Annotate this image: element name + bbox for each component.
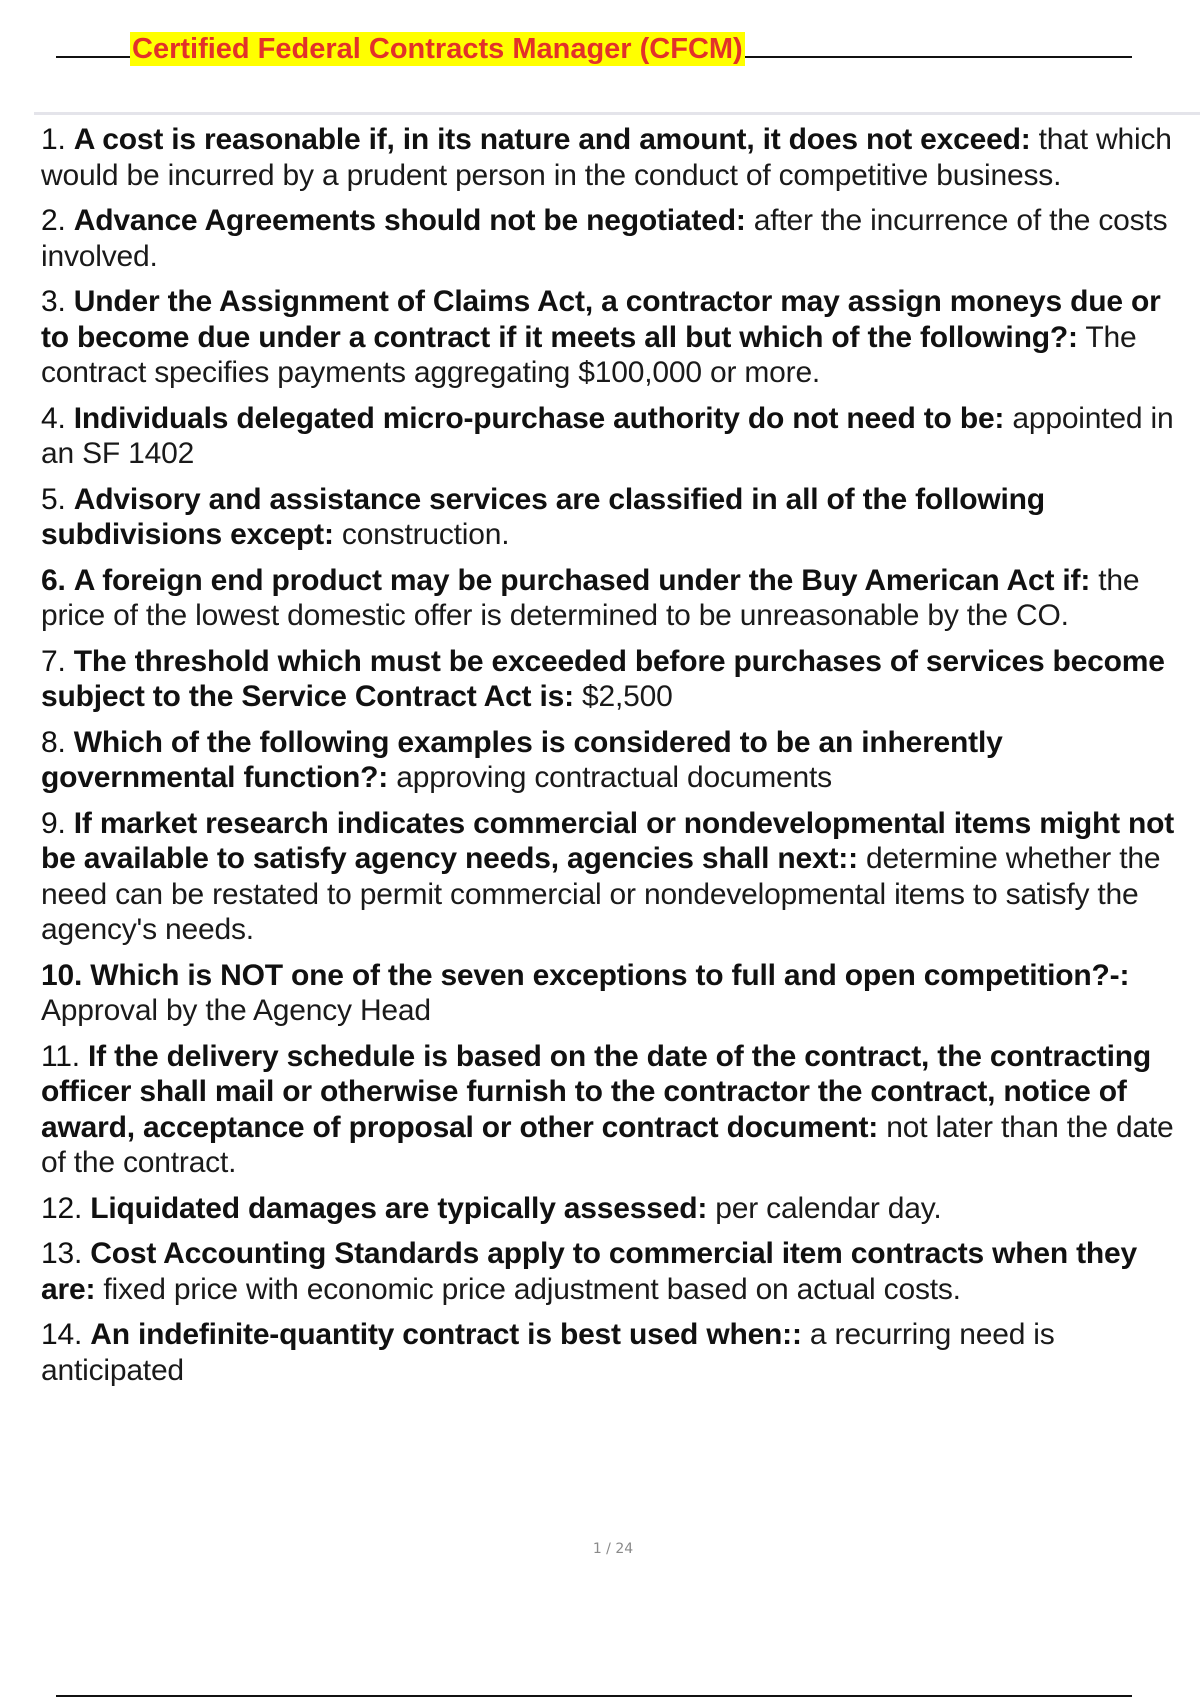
question-item-3 (41, 284, 1191, 391)
question-number: 2. (41, 204, 66, 237)
question-number: 14. (41, 1318, 83, 1351)
question-item-9 (41, 806, 1191, 948)
question-number: 11. (41, 1039, 80, 1073)
question-number: 1. (41, 123, 66, 156)
question-text: A foreign end product may be purchased under the Buy American Act if: (73, 563, 1091, 597)
question-item-10 (41, 958, 1191, 1029)
answer-text: determine whether the need can be restated to permit commercial or nondevelopmental items to satisfy the agency's needs. (41, 842, 1161, 946)
document-header (56, 26, 1132, 72)
question-text: Under the Assignment of Claims Act, a contractor may assign moneys due or to become due under a contract if it meets all but which of the following?: (41, 285, 1161, 354)
question-item-5 (41, 482, 1191, 553)
question-item-12 (41, 1191, 1191, 1227)
page-number: 1 / 24 (592, 1541, 634, 1557)
question-item-4 (41, 401, 1191, 472)
question-item-2 (41, 203, 1191, 274)
question-item-7 (41, 644, 1191, 715)
question-list (41, 122, 1191, 1398)
question-text: Individuals delegated micro-purchase authority do not need to be: (73, 401, 1005, 435)
answer-text: Approval by the Agency Head (41, 994, 431, 1027)
answer-text: that which would be incurred by a prudent person in the conduct of competitive business. (41, 123, 1172, 192)
question-item-8 (41, 725, 1191, 796)
question-number: 8. (41, 725, 66, 759)
question-number: 5. (41, 482, 66, 516)
question-text: Cost Accounting Standards apply to commercial item contracts when they are: (41, 1237, 1138, 1306)
answer-text: per calendar day. (715, 1191, 942, 1225)
question-number: 10. (41, 958, 83, 992)
question-number: 6. (41, 563, 66, 597)
question-text: If the delivery schedule is based on the date of the contract, the contracting officer shall mail or otherwise furnish to the contractor the contract, notice of award, acceptance of proposal or other contract document: (41, 1039, 1151, 1144)
question-text: An indefinite-quantity contract is best used when:: (90, 1318, 802, 1351)
question-text: A cost is reasonable if, in its nature and amount, it does not exceed: (73, 123, 1031, 156)
footer-rule (56, 1695, 1132, 1697)
answer-text: $2,500 (582, 680, 673, 713)
question-text: Which of the following examples is considered to be an inherently governmental function?: (41, 725, 1003, 794)
question-number: 13. (41, 1237, 83, 1270)
question-text: Advance Agreements should not be negotiated: (73, 204, 746, 237)
question-item-13 (41, 1236, 1191, 1307)
header-divider (34, 112, 1200, 115)
answer-text: after the incurrence of the costs involved. (41, 204, 1168, 273)
question-number: 9. (41, 806, 66, 840)
question-number: 12. (41, 1191, 83, 1225)
answer-text: not later than the date of the contract. (41, 1110, 1174, 1179)
question-number: 3. (41, 285, 66, 318)
question-text: If market research indicates commercial or nondevelopmental items might not be available to satisfy agency needs, agencies shall next:: (41, 806, 1175, 875)
answer-text: appointed in an SF 1402 (41, 401, 1174, 470)
question-number: 7. (41, 644, 66, 678)
answer-text: construction. (341, 518, 510, 551)
answer-text: the price of the lowest domestic offer is determined to be unreasonable by the CO. (41, 563, 1140, 632)
answer-text: fixed price with economic price adjustment based on actual costs. (103, 1272, 961, 1306)
answer-text: approving contractual documents (396, 761, 832, 794)
question-item-11 (41, 1039, 1191, 1181)
answer-text: a recurring need is anticipated (41, 1318, 1055, 1387)
question-item-6 (41, 563, 1191, 634)
answer-text: The contract specifies payments aggregating $100,000 or more. (41, 320, 1137, 389)
question-text: Liquidated damages are typically assessed: (90, 1191, 708, 1225)
question-number: 4. (41, 401, 66, 435)
question-item-1 (41, 122, 1191, 193)
question-item-14 (41, 1317, 1191, 1388)
document-title: Certified Federal Contracts Manager (CFCM) (132, 33, 743, 65)
question-text: Advisory and assistance services are classified in all of the following subdivisions except: (41, 482, 1045, 551)
question-text: Which is NOT one of the seven exceptions to full and open competition?-: (90, 958, 1130, 992)
question-text: The threshold which must be exceeded before purchases of services become subject to the Service Contract Act is: (41, 644, 1165, 713)
